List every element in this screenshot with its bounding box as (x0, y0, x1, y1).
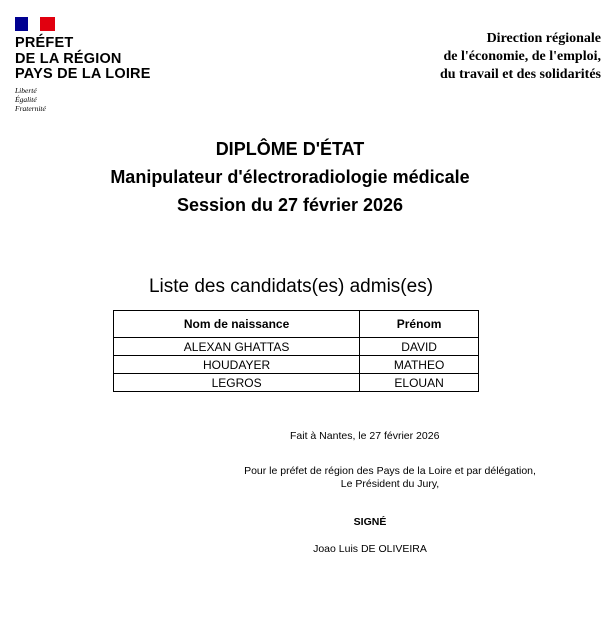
signature-block (180, 465, 600, 491)
direction-line: de l'économie, de l'emploi, (443, 49, 601, 64)
logo-line: PRÉFET (15, 35, 74, 51)
table-row (114, 338, 479, 356)
signed-mark: SIGNÉ (353, 516, 387, 528)
document-title (0, 135, 580, 219)
role-text: Le Président du Jury, (340, 478, 440, 490)
profession-title: Manipulateur d'électroradiologie médicale (110, 167, 470, 187)
diploma-title: DIPLÔME D'ÉTAT (215, 139, 365, 159)
table-row (114, 374, 479, 392)
french-flag-logo (15, 17, 55, 31)
direction-line: du travail et des solidarités (440, 67, 601, 82)
cell-firstname: ELOUAN (360, 374, 479, 392)
direction-header (440, 30, 601, 84)
table-row (114, 356, 479, 374)
signatory-name: Joao Luis DE OLIVEIRA (313, 543, 427, 555)
motto-line: Fraternité (15, 104, 46, 113)
column-header: Prénom (360, 311, 479, 338)
motto-line: Liberté (15, 86, 37, 95)
logo-line: PAYS DE LA LOIRE (15, 66, 151, 82)
cell-surname: ALEXAN GHATTAS (114, 338, 360, 356)
cell-firstname: MATHEO (360, 356, 479, 374)
table-header-row (114, 311, 479, 338)
logo-line: DE LA RÉGION (15, 50, 122, 67)
place-date: Fait à Nantes, le 27 février 2026 (290, 430, 440, 442)
motto-line: Égalité (15, 95, 37, 104)
cell-surname: LEGROS (114, 374, 360, 392)
column-header: Nom de naissance (114, 311, 360, 338)
delegation-text: Pour le préfet de région des Pays de la Loire et par délégation, (244, 465, 536, 477)
prefecture-logo-text (15, 36, 151, 83)
list-title: Liste des candidats(es) admis(es) (148, 276, 434, 297)
cell-surname: HOUDAYER (114, 356, 360, 374)
candidates-table (113, 310, 479, 392)
session-title: Session du 27 février 2026 (176, 195, 404, 215)
direction-line: Direction régionale (486, 31, 601, 46)
cell-firstname: DAVID (360, 338, 479, 356)
republic-motto (15, 86, 46, 113)
